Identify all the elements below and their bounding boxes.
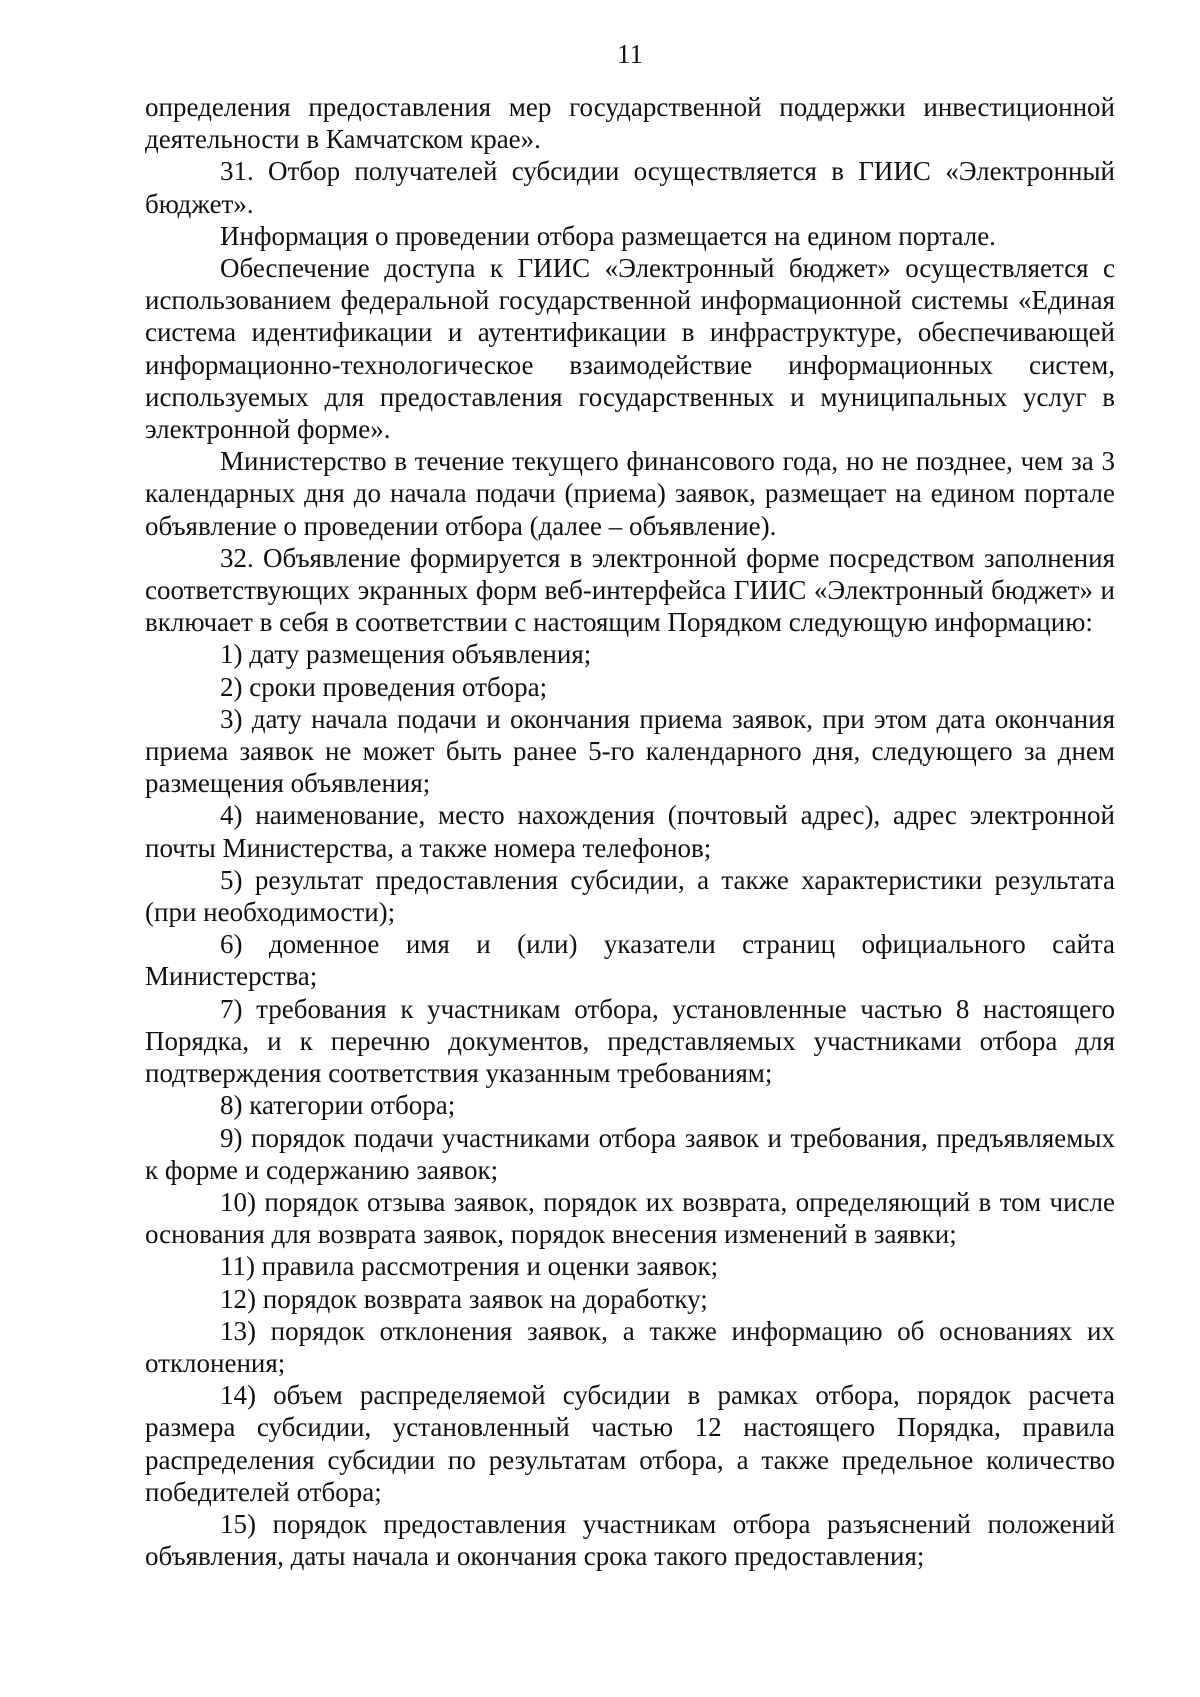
list-item: 9) порядок подачи участниками отбора заявок и требования, предъявляемых к форме и содержанию заявок;	[145, 1122, 1115, 1185]
list-item: 10) порядок отзыва заявок, порядок их возврата, определяющий в том числе основания для возврата заявок, порядок внесения изменений в заявки;	[145, 1186, 1115, 1250]
list-item: 15) порядок предоставления участникам отбора разъяснений положений объявления, даты начала и окончания срока такого предоставления;	[145, 1508, 1115, 1572]
page-number: 11	[617, 39, 643, 69]
list-item: 11) правила рассмотрения и оценки заявок;	[220, 1251, 719, 1282]
paragraph: определения предоставления мер государственной поддержки инвестиционной деятельности в Камчатском крае».	[145, 92, 1115, 155]
list-item: 1) дату размещения объявления;	[220, 639, 592, 670]
paragraph: 32. Объявление формируется в электронной форме посредством заполнения соответствующих экранных форм веб-интерфейса ГИИС «Электронный бюджет» и включает в себя в соответствии с настоящим Порядком следующую информацию:	[145, 542, 1115, 638]
list-item: 7) требования к участникам отбора, установленные частью 8 настоящего Порядка, и к перечню документов, представляемых участниками отбора для подтверждения соответствия указанным требованиям;	[145, 993, 1115, 1089]
document-body	[145, 91, 1115, 1572]
paragraph: Обеспечение доступа к ГИИС «Электронный бюджет» осуществляется с использованием федеральной государственной информационной системы «Единая система идентификации и аутентификации в инфраструктуре, обеспечивающей информационно-технологическое взаимодействие информационных систем, используемых для предоставления государственных и муниципальных услуг в электронной форме».	[145, 253, 1115, 445]
list-item: 2) сроки проведения отбора;	[220, 671, 548, 702]
list-item: 3) дату начала подачи и окончания приема заявок, при этом дата окончания приема заявок не может быть ранее 5-го календарного дня, следующего за днем размещения объявления;	[145, 703, 1115, 799]
paragraph: Министерство в течение текущего финансового года, но не позднее, чем за 3 календарных дня до начала подачи (приема) заявок, размещает на едином портале объявление о проведении отбора (далее – объявление).	[145, 446, 1115, 541]
document-page	[145, 0, 1115, 1697]
list-item: 8) категории отбора;	[220, 1090, 456, 1121]
paragraph: Информация о проведении отбора размещается на едином портале.	[220, 220, 996, 251]
list-item: 12) порядок возврата заявок на доработку;	[220, 1283, 708, 1314]
list-item: 13) порядок отклонения заявок, а также информацию об основаниях их отклонения;	[145, 1315, 1115, 1378]
list-item: 14) объем распределяемой субсидии в рамках отбора, порядок расчета размера субсидии, установленный частью 12 настоящего Порядка, правила распределения субсидии по результатам отбора, а также предельное количество победителей отбора;	[145, 1380, 1115, 1507]
paragraph: 31. Отбор получателей субсидии осуществляется в ГИИС «Электронный бюджет».	[145, 156, 1115, 219]
list-item: 4) наименование, место нахождения (почтовый адрес), адрес электронной почты Министерства, а также номера телефонов;	[145, 800, 1115, 863]
list-item: 5) результат предоставления субсидии, а также характеристики результата (при необходимости);	[145, 864, 1115, 928]
list-item: 6) доменное имя и (или) указатели страниц официального сайта Министерства;	[145, 929, 1115, 992]
